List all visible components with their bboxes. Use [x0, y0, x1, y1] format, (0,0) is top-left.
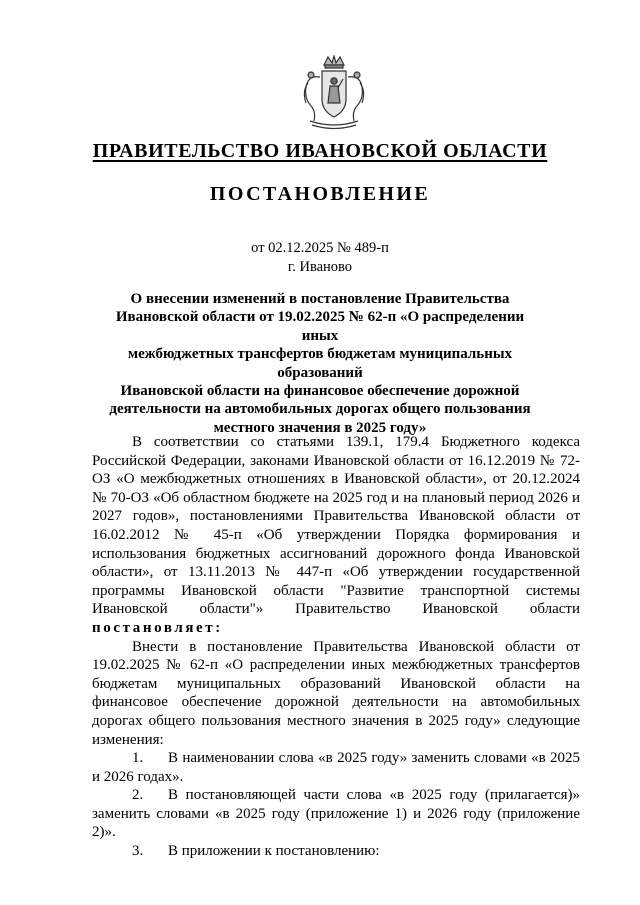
list-item-text: В приложении к постановлению:: [168, 843, 380, 860]
list-item: [92, 842, 580, 861]
document-date-number: от 02.12.2025 № 489-п: [251, 240, 389, 256]
document-title: [100, 290, 540, 437]
document-type: ПОСТАНОВЛЕНИЕ: [209, 183, 431, 205]
list-item-number: 2.: [132, 787, 144, 804]
decree-word: постановляет: [92, 619, 216, 636]
coat-of-arms-icon: [294, 55, 374, 131]
title-line: местного значения в 2025 году»: [213, 419, 427, 436]
list-item: [92, 786, 580, 842]
preamble-text: В соответствии со статьями 139.1, 179.4 Бюджетного кодекса Российской Федерации, законами Ивановской области от 16.12.2019 № 72-ОЗ «О межбюджетных отношениях в Ивановской области», от 20.12.2024 № 70-ОЗ «Об областном бюджете на 2025 год и на плановый период 2026 и 2027 годов», постановлениями Правительства Ивановской области от 16.02.2012 № 45-п «Об утверждении Порядка формирования и использования бюджетных ассигнований дорожного фонда Ивановской области», от 13.11.2013 № 447-п «Об утверждении государственной программы Ивановской области "Развитие транспортной системы Ивановской области"» Правительство Ивановской области: [92, 434, 580, 618]
list-item-text: В наименовании слова «в 2025 году» заменить словами «в 2025 и 2026 годах».: [92, 750, 580, 785]
title-line: деятельности на автомобильных дорогах общего пользования: [109, 401, 531, 418]
title-line: Ивановской области на финансовое обеспечение дорожной: [120, 383, 520, 400]
list-item: [92, 749, 580, 786]
list-item-number: 3.: [132, 843, 144, 860]
list-item-number: 1.: [132, 750, 144, 767]
list-item-text: В постановляющей части слова «в 2025 году (прилагается)» заменить словами «в 2025 году (приложение 1) и 2026 году (приложение 2)».: [92, 787, 580, 841]
document-body: [92, 433, 580, 861]
title-line: О внесении изменений в постановление Правительства: [130, 291, 510, 307]
title-line: Ивановской области от 19.02.2025 № 62-п «О распределении иных: [115, 309, 525, 344]
intro-paragraph: Внести в постановление Правительства Ивановской области от 19.02.2025 № 62-п «О распределении иных межбюджетных трансфертов бюджетам муниципальных образований Ивановской области на финансовое обеспечение дорожной деятельности на автомобильных дорогах общего пользования местного значения в 2025 году» следующие изменения:: [92, 638, 580, 748]
document-city: г. Иваново: [287, 259, 353, 275]
decree-colon: :: [215, 619, 221, 636]
government-name: ПРАВИТЕЛЬСТВО ИВАНОВСКОЙ ОБЛАСТИ: [92, 140, 548, 162]
preamble-paragraph: [92, 433, 580, 638]
title-line: межбюджетных трансфертов бюджетам муниципальных образований: [127, 346, 513, 381]
